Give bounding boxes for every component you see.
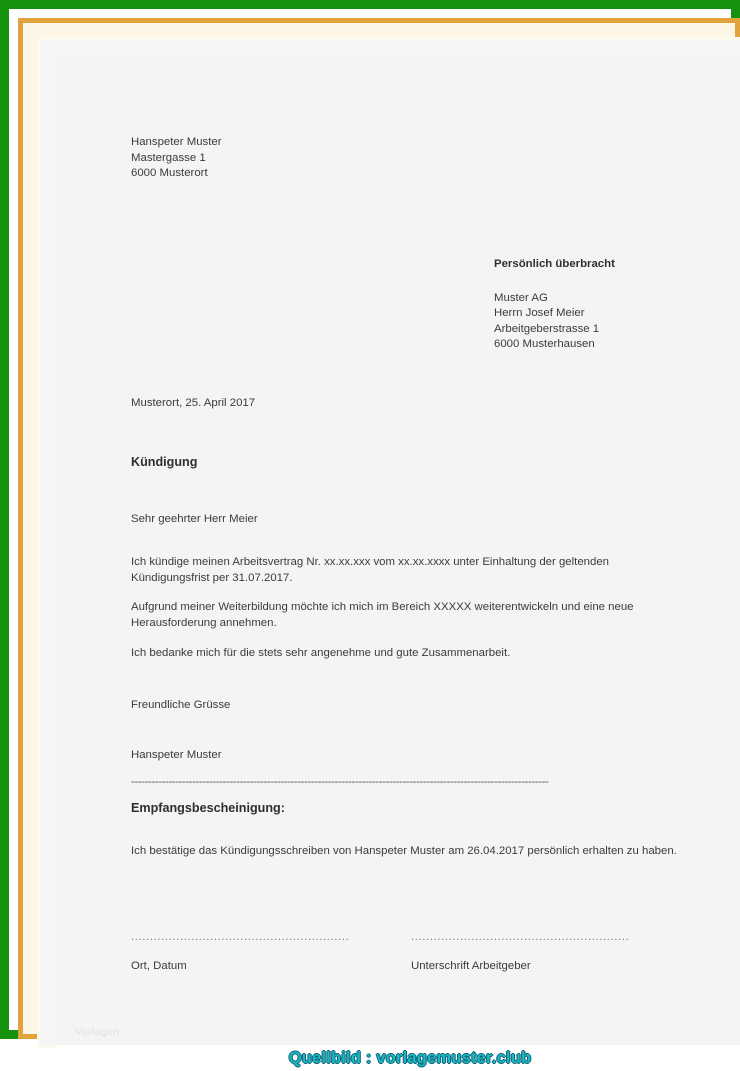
sender-name: Hanspeter Muster (131, 136, 222, 148)
recipient-city: 6000 Musterhausen (494, 338, 595, 351)
salutation: Sehr geehrter Herr Meier (131, 513, 258, 525)
closing-phrase: Freundliche Grüsse (131, 699, 231, 711)
body-paragraph-1: Ich kündige meinen Arbeitsvertrag Nr. xx.xx.xxx vom xx.xx.xxxx unter Einhaltung der geltenden Kündigungsfrist per 31.07.2017. (131, 556, 609, 584)
decorative-frame-inner (37, 37, 740, 1067)
document-page (57, 57, 740, 1045)
recipient-company: Muster AG (494, 291, 548, 304)
dotted-line-left: .......................................................... (131, 931, 350, 943)
delivery-note: Persönlich überbracht (494, 258, 615, 270)
sender-address-block (131, 135, 411, 182)
label-place-date: Ort, Datum (131, 960, 187, 972)
page-watermark: Vorlagen (75, 1026, 120, 1038)
signature-field-place-date (131, 930, 381, 975)
decorative-frame-middle (18, 18, 740, 1067)
signature-field-employer (411, 930, 661, 975)
recipient-address (494, 291, 740, 353)
receipt-confirmation-text: Ich bestätige das Kündigungsschreiben von Hanspeter Muster am 26.04.2017 persönlich erhalten zu haben. (131, 845, 677, 857)
source-caption-text: Quellbild : vorlagemuster.club (288, 1048, 532, 1067)
receipt-heading: Empfangsbescheinigung: (131, 801, 285, 815)
recipient-address-block (494, 257, 740, 353)
date-line: Musterort, 25. April 2017 (131, 397, 256, 409)
section-separator: --------------------------------------------------------------------------------------------------------------------------- (131, 776, 549, 788)
recipient-person: Herrn Josef Meier (494, 307, 585, 320)
sender-city: 6000 Musterort (131, 167, 208, 180)
subject-heading: Kündigung (131, 455, 198, 469)
body-paragraph-3: Ich bedanke mich für die stets sehr angenehme und gute Zusammenarbeit. (131, 647, 511, 659)
label-employer-signature: Unterschrift Arbeitgeber (411, 960, 531, 972)
letter-body (57, 57, 740, 1045)
signature-name: Hanspeter Muster (131, 749, 222, 761)
recipient-street: Arbeitgeberstrasse 1 (494, 322, 600, 335)
body-paragraph-2: Aufgrund meiner Weiterbildung möchte ich mich im Bereich XXXXX weiterentwickeln und eine neue Herausforderung annehmen. (131, 601, 634, 629)
sender-street: Mastergasse 1 (131, 151, 206, 164)
dotted-line-right: .......................................................... (411, 931, 630, 943)
source-caption-bar (57, 1045, 740, 1071)
